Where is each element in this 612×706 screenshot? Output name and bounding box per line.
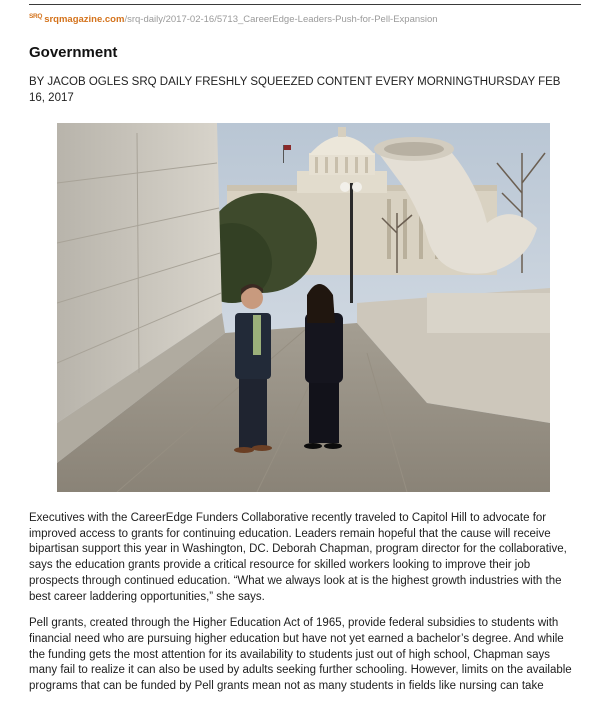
article-body [29,511,577,706]
url-domain: srqmagazine.com [44,13,125,25]
article-photo [57,123,550,492]
byline: BY JACOB OGLES SRQ DAILY FRESHLY SQUEEZED CONTENT EVERY MORNINGTHURSDAY FEB 16, 2017 [29,76,561,104]
paragraph-1: Executives with the CareerEdge Funders Collaborative recently traveled to Capitol Hill to advocate for improved access to grants for continuing education. Leaders remain hopeful that the cause will receive bipartisan support this year in Washington, DC. Deborah Chapman, program director for the collaborative, says the education grants provide a critical resource for skilled workers looking to improve their job prospects through continued education. “What we always look at is the highest growth industries with the best career laddering opportunities,” she says. [29,512,567,603]
section-title: Government [29,44,118,61]
srq-logo: SRQ [29,12,43,20]
top-rule [29,4,581,5]
source-url[interactable] [29,12,438,26]
paragraph-2: Pell grants, created through the Higher Education Act of 1965, provide federal subsidies to students with financial need who are pursuing higher education but have not yet earned a bachelor’s degree. And while the funding gets the most attention for its availability to students just out of high school, Chapman says many fail to realize it can also be used by adults seeking further schooling. However, limits on the available programs that can be funded by Pell grants mean not as many students in fields like nursing can take [29,617,572,693]
url-path: /srq-daily/2017-02-16/5713_CareerEdge-Leaders-Push-for-Pell-Expansion [124,13,438,25]
